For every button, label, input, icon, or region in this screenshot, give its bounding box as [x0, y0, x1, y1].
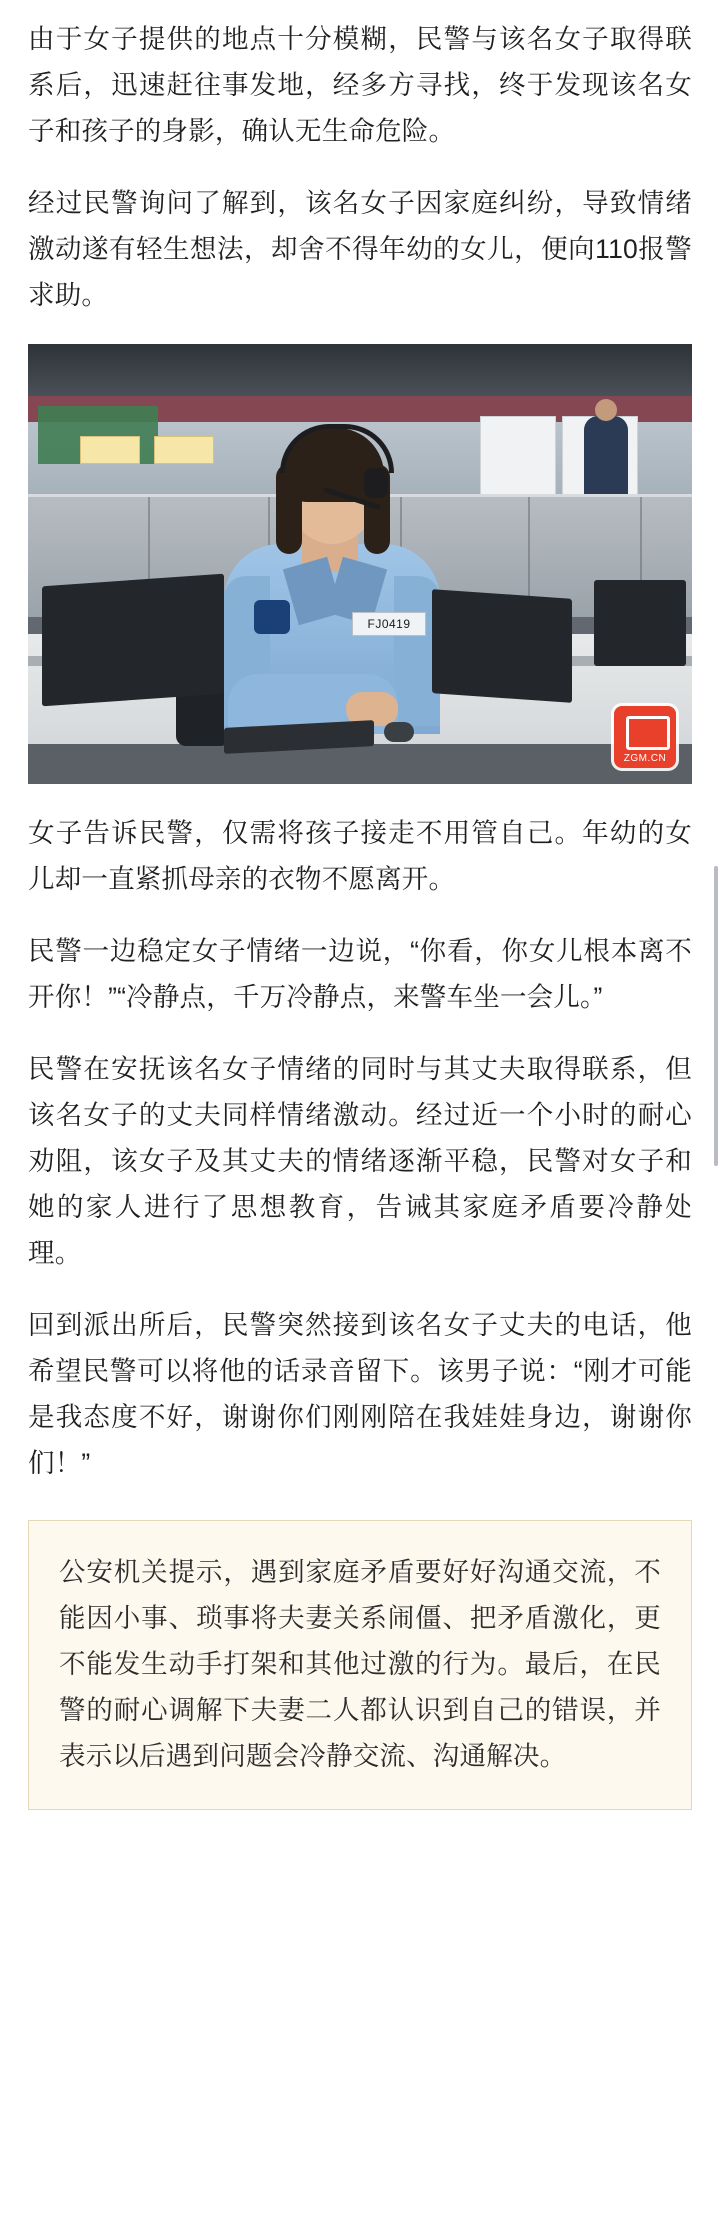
paragraph: 由于女子提供的地点十分模糊，民警与该名女子取得联系后，迅速赶往事发地，经多方寻找，终于发现该名女子和孩子的身影，确认无生命危险。 [28, 24, 692, 146]
mouse [384, 722, 414, 742]
headset-earpiece [364, 468, 388, 498]
article-image [28, 344, 692, 784]
computer-monitor [432, 589, 572, 703]
vertical-scrollbar[interactable] [714, 866, 718, 1166]
officer-name-plate: FJ0419 [352, 612, 426, 636]
shoulder-badge [254, 600, 290, 634]
cubicle-label-tag [154, 436, 214, 464]
paragraph: 民警在安抚该名女子情绪的同时与其丈夫取得联系，但该名女子的丈夫同样情绪激动。经过近一个小时的耐心劝阻，该女子及其丈夫的情绪逐渐平稳，民警对女子和她的家人进行了思想教育，告诫其家庭矛盾要冷静处理。 [28, 1054, 692, 1268]
watermark-logo [614, 706, 676, 768]
paragraph: 女子告诉民警，仅需将孩子接走不用管自己。年幼的女儿却一直紧抓母亲的衣物不愿离开。 [28, 818, 692, 894]
computer-monitor [594, 580, 686, 666]
photo-scene [28, 344, 692, 784]
computer-monitor [42, 574, 224, 707]
paragraph: 经过民警询问了解到，该名女子因家庭纠纷，导致情绪激动遂有轻生想法，却舍不得年幼的女儿，便向110报警求助。 [28, 188, 692, 310]
watermark-frame-icon [626, 716, 670, 750]
tip-box-text: 公安机关提示，遇到家庭矛盾要好好沟通交流，不能因小事、琐事将夫妻关系闹僵、把矛盾激化，更不能发生动手打架和其他过激的行为。最后，在民警的耐心调解下夫妻二人都认识到自己的错误，并表示以后遇到问题会冷静交流、沟通解决。 [59, 1557, 661, 1771]
cubicle-label-tag [80, 436, 140, 464]
public-security-tip-box [28, 1520, 692, 1810]
watermark-text: ZGM.CN [623, 753, 667, 764]
ceiling [28, 344, 692, 396]
paragraph: 民警一边稳定女子情绪一边说，“你看，你女儿根本离不开你！”“冷静点，千万冷静点，来警车坐一会儿。” [28, 936, 692, 1012]
desk-front-panel [28, 744, 692, 784]
paragraph: 回到派出所后，民警突然接到该名女子丈夫的电话，他希望民警可以将他的话录音留下。该男子说：“刚才可能是我态度不好，谢谢你们刚刚陪在我娃娃身边，谢谢你们！” [28, 1310, 692, 1478]
notice-board [480, 416, 556, 504]
officer-hair-side [276, 464, 302, 554]
